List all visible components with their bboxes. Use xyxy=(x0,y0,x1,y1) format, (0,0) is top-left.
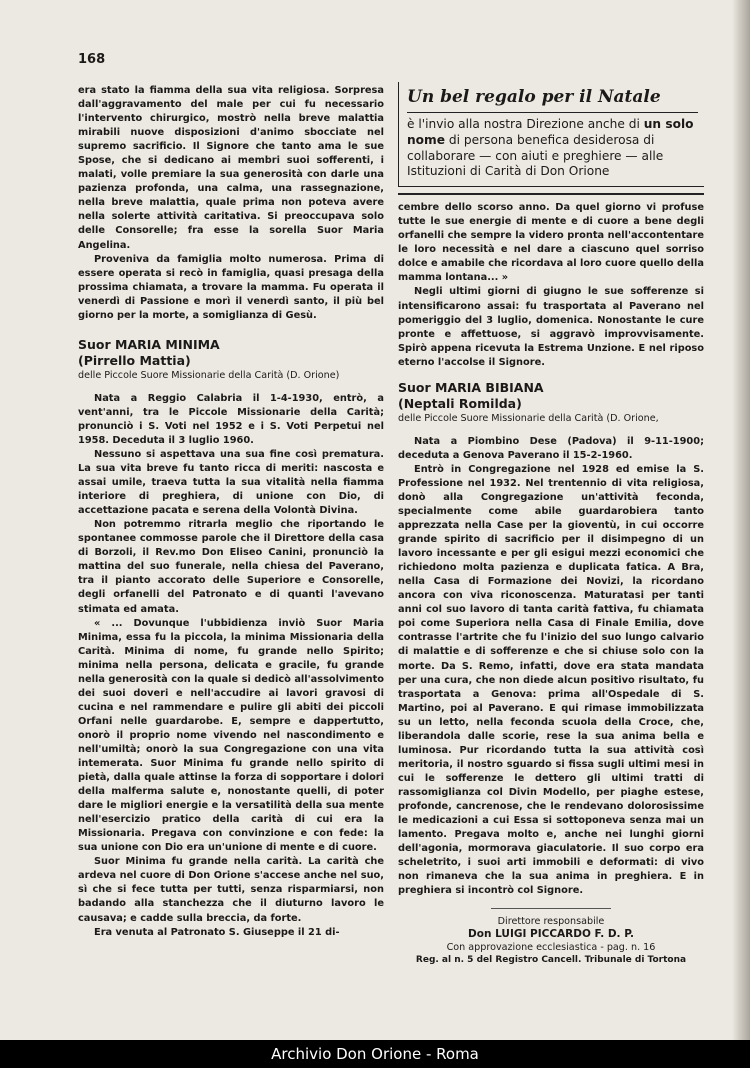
continuation-paragraph: Negli ultimi giorni di giugno le sue sofferenze si intensificarono assai: fu trasportata al Paverano nel pomeriggio del 3 luglio, domenica. Nonostante le cure pronte e affettuose, si aggravò improvvisamente. Spirò appena ricevuta la Estrema Unzione. E nel riposo eterno l'accolse il Signore. xyxy=(398,286,704,368)
footer-divider xyxy=(491,908,611,909)
nun2-name: (Neptali Romilda) xyxy=(398,395,522,411)
nun1-congregation: delle Piccole Suore Missionarie della Carità (D. Orione) xyxy=(78,369,340,381)
gift-body-bold: un solo nome xyxy=(407,117,694,147)
nun1-paragraph: Non potremmo ritrarla meglio che riportando le spontanee commosse parole che il Direttore della casa di Borzoli, il Rev.mo Don Eliseo Canini, pronunciò la mattina del suo funerale, nella chiesa del Paverano, tra il pianto accorato delle Superiore e Consorelle, degli orfanelli del Patronato e di quanti l'avevano stimata ed amata. xyxy=(78,519,384,615)
right-column xyxy=(398,82,704,967)
page-edge-shadow xyxy=(732,0,750,1040)
footer-role: Direttore responsabile xyxy=(497,916,605,928)
intro-paragraph: era stato la fiamma della sua vita religiosa. Sorpresa dall'aggravamento del male per cui fu necessario l'intervento chirurgico, mostrò nella breve malattia mirabili nuove disposizioni d'animo sbocciate nel supremo sacrificio. Il Signore che tanto ama le sue Spose, che si dedicano ai membri suoi sofferenti, i malati, volle premiare la sua generosità con darle una pazienza profonda, una calma, una rassegnazione, nella breve malattia, quale prima non poteva avere nella solerte attività caritativa. Si preoccupava solo delle Consorelle; fra esse la sorella Suor Maria Angelina. xyxy=(78,85,384,251)
page-number: 168 xyxy=(78,52,106,67)
publication-footer xyxy=(398,915,704,967)
continuation-paragraph: cembre dello scorso anno. Da quel giorno vi profuse tutte le sue energie di mente e di cuore a bene degli orfanelli che sempre la videro pronta nell'accontentare le loro necessità e nel dare a ciascuno quel sorriso dolce e amabile che ricordava al loro cuore quello della mamma lontana... » xyxy=(398,202,704,284)
nun1-name: (Pirrello Mattia) xyxy=(78,352,191,368)
nun1-title: Suor MARIA MINIMA xyxy=(78,336,220,352)
gift-body-end: di persona benefica desiderosa di collaborare — con aiuti e preghiere — alle Istituzioni di Carità di Don Orione xyxy=(407,132,664,179)
nun1-paragraph: Nata a Reggio Calabria il 1-4-1930, entrò, a vent'anni, tra le Piccole Missionarie della Carità; pronunciò i S. Voti nel 1952 e i S. Voti Perpetui nel 1958. Deceduta il 3 luglio 1960. xyxy=(78,392,384,446)
nun2-title: Suor MARIA BIBIANA xyxy=(398,379,544,395)
nun2-paragraph: Entrò in Congregazione nel 1928 ed emise la S. Professione nel 1932. Nel trentennio di vita religiosa, donò alla Congregazione un'attività feconda, specialmente come abile guardarobiera tanto apprezzata nella Case per la gioventù, in cui occorre grande spirito di sacrificio per il disimpegno di un lavoro incessante e per gli esigui mezzi economici che richiedono molta pazienza e duplicata fatica. A Bra, nella Casa di Formazione dei Novizi, la ricordano ancora con viva riconoscenza. Maturatasi per tanti anni col suo lavoro di tanta carità fattiva, fu chiamata poi come Superiora nella Casa di Finale Emilia, dove contrasse l'artrite che fu l'inizio del suo lungo calvario di malattie e di sofferenze e che si chiuse solo con la morte. Da S. Remo, infatti, dove era stata mandata per una cura, che non diede alcun positivo risultato, fu trasportata a Genova: prima all'Ospedale di S. Martino, poi al Paverano. E qui rimase immobilizzata su un letto, nella feconda scuola della Croce, che, liberandola dalle scorie, rese la sua anima bella e luminosa. Pur ricordando tutta la sua attività così meritoria, il nostro sguardo si fissa sugli ultimi mesi in cui le sofferenze le dettero gli ultimi tratti di rassomiglianza col Divin Modello, per piaghe estese, profonde, cancrenose, che le rendevano dolorosissime le medicazioni a cui Essa si sottoponeva senza mai un lamento. Pregava molto e, anche nei lunghi giorni dell'agonia, mormorava giaculatorie. Il suo corpo era scheletrito, i suoi arti immobili e deformati: di vivo non rimaneva che la sua anima in preghiera. E in preghiera si incontrò col Signore. xyxy=(398,463,704,897)
nun1-paragraph: Suor Minima fu grande nella carità. La carità che ardeva nel cuore di Don Orione s'accese anche nel suo, sì che si fece tutta per tutti, senza risparmiarsi, non badando alla stanchezza che il diuturno lavoro le causava; e cadde sulla breccia, da forte. xyxy=(78,856,384,924)
intro-paragraph: Proveniva da famiglia molto numerosa. Prima di essere operata si recò in famiglia, quasi presaga della prossima chiamata, a trovare la mamma. Fu operata il venerdì di Passione e morì il venerdì santo, il più bel giorno per la morte, a somiglianza di Gesù. xyxy=(78,253,384,321)
nun1-paragraph: Era venuta al Patronato S. Giuseppe il 21 di- xyxy=(94,926,340,938)
christmas-gift-box xyxy=(398,82,704,187)
nun2-paragraph: Nata a Piombino Dese (Padova) il 9-11-1900; deceduta a Genova Paverano il 15-2-1960. xyxy=(398,435,704,461)
left-column xyxy=(78,84,384,940)
nun1-paragraph: Nessuno si aspettava una sua fine così prematura. La sua vita breve fu tanto ricca di meriti: nascosta e assai umile, traeva tutta la sua vitalità nella fiamma interiore di preghiera, di unione con Dio, di accettazione pacata e serena della Volontà Divina. xyxy=(78,448,384,517)
gift-heading: Un bel regalo per il Natale xyxy=(407,86,698,113)
footer-registration: Reg. al n. 5 del Registro Cancell. Tribunale di Tortona xyxy=(415,955,687,966)
box-divider xyxy=(398,193,704,195)
nun2-congregation: delle Piccole Suore Missionarie della Carità (D. Orione, xyxy=(398,412,659,424)
nun1-paragraph: « ... Dovunque l'ubbidienza inviò Suor Maria Minima, essa fu la piccola, la minima Missionaria della Carità. Minima di nome, fu grande nello Spirito; minima nella persona, delicata e gracile, fu grande nella generosità con la quale si dedicò all'assolvimento dei suoi doveri e nell'accudire ai lavori gravosi di cucina e nel rammendare e pulire gli abiti dei piccoli Orfani nelle guardarobe. E, sempre e dappertutto, onorò il proprio nome vivendo nel nascondimento e nell'umiltà; onorò la sua Congregazione con una vita intemerata. Suor Minima fu grande nello spirito di pietà, dalla quale attinse la forza di sopportare i dolori della malferma salute e, nonostante quelli, di poter dare le migliori energie e la versatilità della sua mente nell'esercizio pratico della carità di cui era la Missionaria. Pregava con convinzione e con fede: la sua unione con Dio era un'unione di mente e di cuore. xyxy=(78,617,384,854)
archive-label-bar: Archivio Don Orione - Roma xyxy=(0,1040,750,1068)
footer-approval: Con approvazione ecclesiastica - pag. n. 16 xyxy=(446,942,656,954)
gift-body-start: è l'invio alla nostra Direzione anche di xyxy=(407,117,644,131)
gift-body xyxy=(407,117,698,180)
footer-director: Don LUIGI PICCARDO F. D. P. xyxy=(468,928,634,941)
